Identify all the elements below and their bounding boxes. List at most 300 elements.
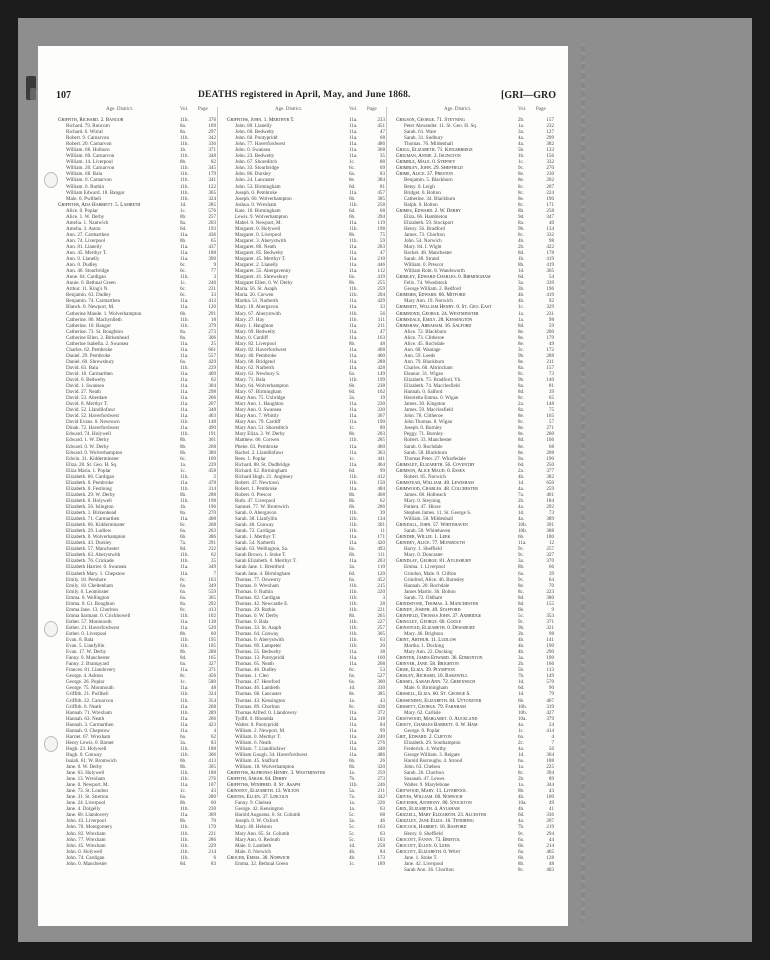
entry-page: 81 [379,183,385,190]
entry-volume: 11a. [349,141,358,148]
entry-page: 133 [546,147,554,154]
entry-volume: 8a. [518,383,525,390]
entry-list [225,117,386,867]
entry-volume: 8b. [180,437,187,444]
entry-page: 478 [208,479,216,486]
entry-volume: 6b. [349,552,356,559]
entry-volume: 6c. [180,576,187,583]
entry-name: James. 30. Kingston [404,401,446,408]
entry-page: 79 [548,691,554,698]
entry-page: 238 [377,383,385,390]
entry-volume: 6b. [518,842,525,849]
entry-name: David. 52. Llandilofawr [66,407,116,414]
entry-volume: 11b. [180,697,189,704]
entry-volume: 11b. [349,522,358,529]
entry-name: Elizabeth. 66. Cardigan [66,473,115,480]
entry-volume: 11a. [349,558,358,565]
entry-volume: 1d. [518,679,525,686]
entry-volume: 11a. [180,812,189,819]
entry-page: 231 [546,310,554,317]
entry-name: Sarah. 31. Sudbury [404,135,444,142]
entry-page: 306 [208,334,216,341]
entry-page: 26 [379,757,385,764]
entry-volume: 11a. [349,268,358,275]
entry-page: 6 [213,854,216,861]
entry-page: 273 [208,328,216,335]
entry-page: 229 [208,364,216,371]
entry-page: 43 [548,788,554,795]
entry-name: Griffiths, Winifred. 0. St. Asaph [227,782,301,789]
entry-name: Grigg, Elizabeth. 71. Kingsbridge [396,147,473,154]
entry-name: Sarah. 0. Rochdale [404,443,443,450]
entry-name: Mary. 62. Carlisle [404,709,441,716]
entry-page: 348 [208,153,216,160]
entry-page: 57 [548,419,554,426]
entry-name: Jane. 73. St. London [66,788,108,795]
entry-page: 382 [546,141,554,148]
entry-name: Margaret. 55. Abergavenny [235,268,291,275]
entry-page: 429 [208,358,216,365]
entry-volume: 1c. [518,159,525,166]
entry-name: David. 52. Haverfordwest [66,413,119,420]
entry-page: 18 [210,316,216,323]
entry-name: George. 26. Poplar [66,679,105,686]
entry-page: 173 [377,854,385,861]
entry-page: 413 [208,606,216,613]
entry-volume: 9c. [518,546,525,553]
entry-name: Jane. 0. Newport, M. [66,782,109,789]
entry-page: 214 [208,848,216,855]
entry-volume: 3a. [180,739,187,746]
entry-page: 47 [379,328,385,335]
entry-name: Gristy, Charles Barrett. 0. W. Ham [396,721,478,728]
entry-volume: 1c. [349,425,356,432]
entry-volume: 11a. [349,304,358,311]
entry-volume: 6c. [180,268,187,275]
entry-page: 301 [377,522,385,529]
entry-name: Eliza. 28. St. Geo. H. Sq. [66,461,118,468]
entry-page: 62 [210,552,216,559]
entry-volume: 11b. [180,431,189,438]
entry-volume: 4b. [518,643,525,650]
entry-volume: 8b. [518,262,525,269]
entry-page: 68 [379,812,385,819]
entry-page: 63 [379,830,385,837]
entry-page: 208 [546,449,554,456]
entry-volume: 6c. [180,522,187,529]
entry-page: 268 [208,522,216,529]
entry-name: Elizabeth. 74. Macclesfield [404,383,460,390]
entry-name: Richard. 88. St. Dudbridge [235,461,290,468]
entry-page: 266 [208,715,216,722]
entry-name: Mary. 63. Newbury S. [235,370,281,377]
entry-page: 339 [546,280,554,287]
entry-volume: 11a. [349,298,358,305]
entry-name: Elizabeth Harriet. 0. Swansea [66,564,127,571]
entry-volume: 11a. [349,243,358,250]
entry-name: Fanny. 0. Manchester [66,655,110,662]
entry-name: Thomas. 0. Ruthin [235,588,273,595]
entry-volume: 11a. [180,377,189,384]
entry-volume: 11a. [349,739,358,746]
entry-volume: 11a. [180,685,189,692]
entry-page: 170 [208,824,216,831]
entry-name: John. 0. Holywell [66,848,103,855]
entry-page: 138 [208,618,216,625]
entry-name: William. 58. Mildenhall [404,516,454,523]
entry-volume: 9b. [518,624,525,631]
entry-name: Mary. 46. Brighton [404,630,444,637]
entry-volume: 8c. [518,231,525,238]
entry-volume: 8c. [518,588,525,595]
entry-name: Eliza. 66. Hambleton [404,213,448,220]
entry-name: Grissett, George. 79. Farnham [396,703,466,710]
entry-page: 214 [546,842,554,849]
entry-name: John. 80. Llanelly [235,123,272,130]
entry-name: John. 77. Wrexham [66,836,106,843]
entry-volume: 1c. [349,860,356,867]
entry-volume: 8b. [349,280,356,287]
entry-page: 172 [546,346,554,353]
entry-name: Grocott, Fanny. 73. Bristol [396,836,461,843]
entry-name: Griffiths, John. 1. Merthyr T. [227,117,295,123]
entry-page: 361 [208,437,216,444]
entry-volume: 11b. [180,691,189,698]
entry-volume: 7a. [349,794,356,801]
entry-volume: 3a. [518,280,525,287]
entry-name: Thomas. 0. W. Derby [235,612,279,619]
entry-volume: 6d. [349,389,356,396]
entry-volume: 8d. [518,594,525,601]
entry-page: 163 [377,824,385,831]
entry-name: Esther. 57. Monmouth [66,618,112,625]
entry-page: 401 [546,491,554,498]
entry-page: 239 [208,461,216,468]
entry-volume: 11b. [349,377,358,384]
entry-page: 456 [208,673,216,680]
entry-name: John. 63. Chelsea [404,764,440,771]
entry-volume: 11a. [349,413,358,420]
entry-page: 232 [208,546,216,553]
entry-page: 324 [208,195,216,202]
entry-page: 66 [548,564,554,571]
entry-name: David. 27. Neath [66,389,101,396]
entry-name: George. 75. Monmouth [66,685,114,692]
entry-page: 464 [377,461,385,468]
entry-name: Mary. 67. Birmingham [235,389,282,396]
entry-name: Margaret. 41. Shrewsbury [235,274,289,281]
entry-name: Margaret. 3. Aberystwith [235,237,287,244]
entry-volume: 11a. [349,443,358,450]
entry-page: 332 [546,231,554,238]
entry-name: Samuel. 77. W. Bromwich [235,504,289,510]
entry-page: 428 [377,364,385,371]
entry-page: 48 [548,860,554,867]
entry-name: William Robt. 8. Wandsworth [404,268,465,275]
entry-volume: 11a. [349,328,358,335]
entry-page: 188 [546,757,554,764]
entry-volume: 6b. [518,697,525,704]
entry-volume: 11a. [349,449,358,456]
entry-name: Grindy, Joseph. 49. Stafford [396,606,461,613]
page-title: DEATHS registered in April, May, and June 1868. [198,90,411,100]
entry-volume: 11a. [349,129,358,136]
entry-volume: 8b. [180,818,187,825]
entry-volume: 5b. [518,147,525,154]
entry-name: Benjamin. 5. Blackburn [404,177,453,184]
entry-name: Grindrod, Alice. 46. Barnsley [404,576,465,583]
entry-name: Edward. 0. Wolverhampton [66,449,123,456]
entry-name: John. 0. Swansea [235,147,271,154]
entry-volume: 7b. [518,824,525,831]
entry-volume: 11b. [349,225,358,232]
entry-page: 336 [208,141,216,148]
entry-volume: 8a. [180,510,187,517]
entry-volume: 10a. [518,800,527,807]
entry-volume: 11a. [349,135,358,142]
entry-page: 413 [208,757,216,764]
entry-volume: 8e. [518,177,525,184]
entry-name: Arthur. 11. King's N. [66,286,109,293]
entry-volume: 6b. [518,534,525,541]
entry-page: 420 [377,540,385,547]
entry-name: James. 59. Macclesfield [404,407,453,414]
entry-name: Thomas. 64. Conway [235,630,279,637]
entry-name: Edwin. 31. Kidderminster [66,455,119,462]
entry-name: Thomas. 0. Bala [235,618,269,625]
entry-volume: 11b. [180,770,189,777]
entry-page: 211 [377,788,385,795]
entry-page: 148 [546,401,554,408]
entry-name: Grise, Eliza. 39. Plympton [396,667,455,674]
entry-name: Amelia. 1. Nantwich [66,219,109,226]
entry-volume: 6a. [518,848,525,855]
entry-volume: 11b. [349,618,358,625]
entry-name: Ann. 74. Liverpool [66,237,106,244]
entry-volume: 11b. [349,292,358,299]
entry-page: 190 [546,643,554,650]
entry-volume: 11b. [180,552,189,559]
entry-volume: 6c. [180,286,187,293]
entry-name: Emma. 1. Liverpool [404,564,446,571]
entry-volume: 1a. [349,800,356,807]
entry-name: John. 24. Lancaster [235,177,275,184]
entry-volume: 11a. [349,256,358,263]
entry-page: 259 [377,770,385,777]
entry-page: 9 [551,606,554,613]
entry-volume: 11b. [180,419,189,426]
entry-name: Daniel. 60. Shrewsbury [66,358,115,365]
entry-page: 65 [210,237,216,244]
entry-page: 207 [546,818,554,825]
entry-page: 100 [546,794,554,801]
entry-page: 329 [546,304,554,311]
entry-name: Mary. 82. Liverpool [235,340,276,347]
entry-page: 166 [546,661,554,668]
entry-page: 77 [210,268,216,275]
entry-name: Grimmond, George. 24. Westminster [396,310,479,317]
entry-name: Harry. 1. Sheffield [404,546,442,553]
entry-volume: 11b. [180,806,189,813]
entry-name: Griffith, Richard. 2. Bangor [58,117,124,123]
entry-volume: 11a. [349,721,358,728]
entry-page: 90 [548,685,554,692]
entry-page: 423 [208,721,216,728]
entry-page: 298 [208,389,216,396]
entry-name: William. 7. Llandilofawr [235,745,286,752]
entry-page: 54 [548,274,554,281]
entry-page: 149 [546,673,554,680]
entry-name: Benjamin. 74. Carmarthen [66,298,121,305]
entry-name: Grocock, Harriet. 16. Basford [396,824,467,831]
entry-name: Betsy. 0. Leigh [404,183,435,190]
entry-volume: 4a. [518,135,525,142]
entry-page: 4 [551,733,554,740]
entry-page: 28 [379,600,385,607]
entry-page: 580 [208,679,216,686]
entry-page: 98 [548,316,554,323]
entry-page: 259 [377,286,385,293]
entry-page: 35 [210,558,216,565]
entry-page: 73 [548,370,554,377]
entry-name: Joshua. 0. Wrexham [235,201,277,208]
entry-volume: 11b. [180,848,189,855]
entry-name: Amelia. 3. Aston [66,225,101,232]
entry-name: Grimsdale, Emily. 28. Kensington [396,316,473,323]
entry-page: 452 [377,576,385,583]
entry-page: 294 [546,830,554,837]
entry-name: Thomas. 76. Mildenhall [404,141,453,148]
entry-page: 188 [208,745,216,752]
entry-name: Sarah Ann. 36. Chorlton [404,866,454,873]
entry-name: Alice. 72. Blackburn [404,328,447,335]
entry-page: 380 [208,449,216,456]
entry-page: 288 [208,649,216,656]
entry-page: 140 [546,377,554,384]
entry-volume: 11b. [180,316,189,323]
entry-volume: 8a. [180,129,187,136]
entry-volume: 11b. [349,582,358,589]
entry-page: 113 [546,667,554,674]
entry-page: 419 [546,256,554,263]
entry-page: 165 [208,655,216,662]
entry-name: Thomas. 82. Cardigan [235,594,281,601]
entry-volume: 4a. [518,818,525,825]
entry-name: Jane. 1. Stoke T. [404,854,438,861]
entry-volume: 11a. [349,733,358,740]
entry-volume: 8b. [518,788,525,795]
entry-name: Mary. 71. Bala [235,377,266,384]
entry-name: Alice. 45. Rochdale [404,340,445,347]
entry-volume: 8b. [349,612,356,619]
entry-page: 414 [546,727,554,734]
entry-page: 288 [377,358,385,365]
entry-name: Grissell, Eliza. 60. St. George S. [396,691,471,698]
entry-page: 98 [548,237,554,244]
entry-volume: 6b. [180,449,187,456]
entry-page: 49 [548,340,554,347]
entry-name: Grivener, Anthony. 80. Stockton [396,800,472,807]
entry-page: 288 [208,491,216,498]
entry-name: James Martin. 36. Bolton [404,588,456,595]
entry-name: Mary Ann. 65. St. Columb [235,830,290,837]
entry-name: John. 77. Haverfordwest [235,141,286,148]
entry-volume: 11b. [180,830,189,837]
entry-page: 265 [377,612,385,619]
entry-volume: 6b. [349,195,356,202]
entry-name: Male. 0. Norwich [235,848,271,855]
entry-name: Grocer, Emma. 30. Norwich [227,854,290,861]
entry-name: Sarah. 63. Wellington, Sa. [235,546,289,553]
entry-name: Maria. 20. Corwen [235,292,274,299]
entry-name: Phebe. 63. Pembroke [235,443,279,450]
entry-name: Thomas. 46. Lambeth [235,685,280,692]
entry-volume: 11b. [349,516,358,523]
entry-name: Edward. 1. W. Derby [66,437,110,444]
entry-name: Bridget. 0. Bolton [404,189,441,196]
entry-name: Joseph. 0. Pembroke [235,189,278,196]
entry-name: Catherine. 73. St. Boughton [66,328,123,335]
entry-volume: 11b. [349,624,358,631]
entry-name: Grisley, Richard. 10. Bakewell [396,673,468,680]
entry-volume: 8c. [518,183,525,190]
entry-page: 215 [377,582,385,589]
entry-page: 43 [210,788,216,795]
entry-volume: 8d. [180,655,187,662]
entry-page: 344 [546,782,554,789]
entry-volume: 11b. [180,165,189,172]
entry-name: Thomas. 0. Aberystwith [235,637,284,644]
entry-page: 324 [208,691,216,698]
entry-name: Elizabeth. 29. Ludlow [66,528,112,535]
entry-page: 441 [377,455,385,462]
entry-volume: 1b. [518,153,525,160]
entry-volume: 6a. [180,661,187,668]
entry-volume: 8d. [518,322,525,329]
entry-name: Grimstead, William. 40. Lewisham [396,479,474,486]
entry-page: 379 [208,322,216,329]
entry-volume: 8c. [518,770,525,777]
entry-page: 292 [546,504,554,510]
entry-volume: 6a. [518,733,525,740]
entry-page: 332 [546,159,554,166]
entry-name: Grimble, Male. 0. Stepney [396,159,456,166]
entry-name: Sarah Jane. 4. Birmingham [235,570,291,577]
entry-volume: 6b. [180,534,187,541]
entry-page: 394 [546,770,554,777]
entry-name: Grizzell, Mary Elizabeth. 23. Alcester [396,812,487,819]
entry-name: John. 23. Bedwelty [235,153,275,160]
entry-name: Robert. 9. Carnarvon [66,135,110,142]
entry-page: 258 [377,842,385,849]
entry-page: 65 [548,395,554,402]
entry-page: 319 [546,703,554,710]
entry-volume: 2b. [518,776,525,783]
entry-volume: 8e. [518,449,525,456]
entry-volume: 6a. [180,528,187,535]
entry-page: 342 [208,135,216,142]
entry-page: 64 [548,576,554,583]
entry-name: Grinter, James Edward. 36. Edmonton [396,655,483,662]
entry-page: 48 [210,685,216,692]
entry-name: Grissenden, Elizabeth. 84. Uttoxeter [396,697,482,704]
entry-page: 371 [208,147,216,154]
entry-name: Ann. 59. Leeds [404,352,436,359]
entry-name: William. 2. Newport, M. [235,727,286,734]
entry-volume: 5c. [349,824,356,831]
entry-page: 60 [210,800,216,807]
entry-page: 390 [208,256,216,263]
